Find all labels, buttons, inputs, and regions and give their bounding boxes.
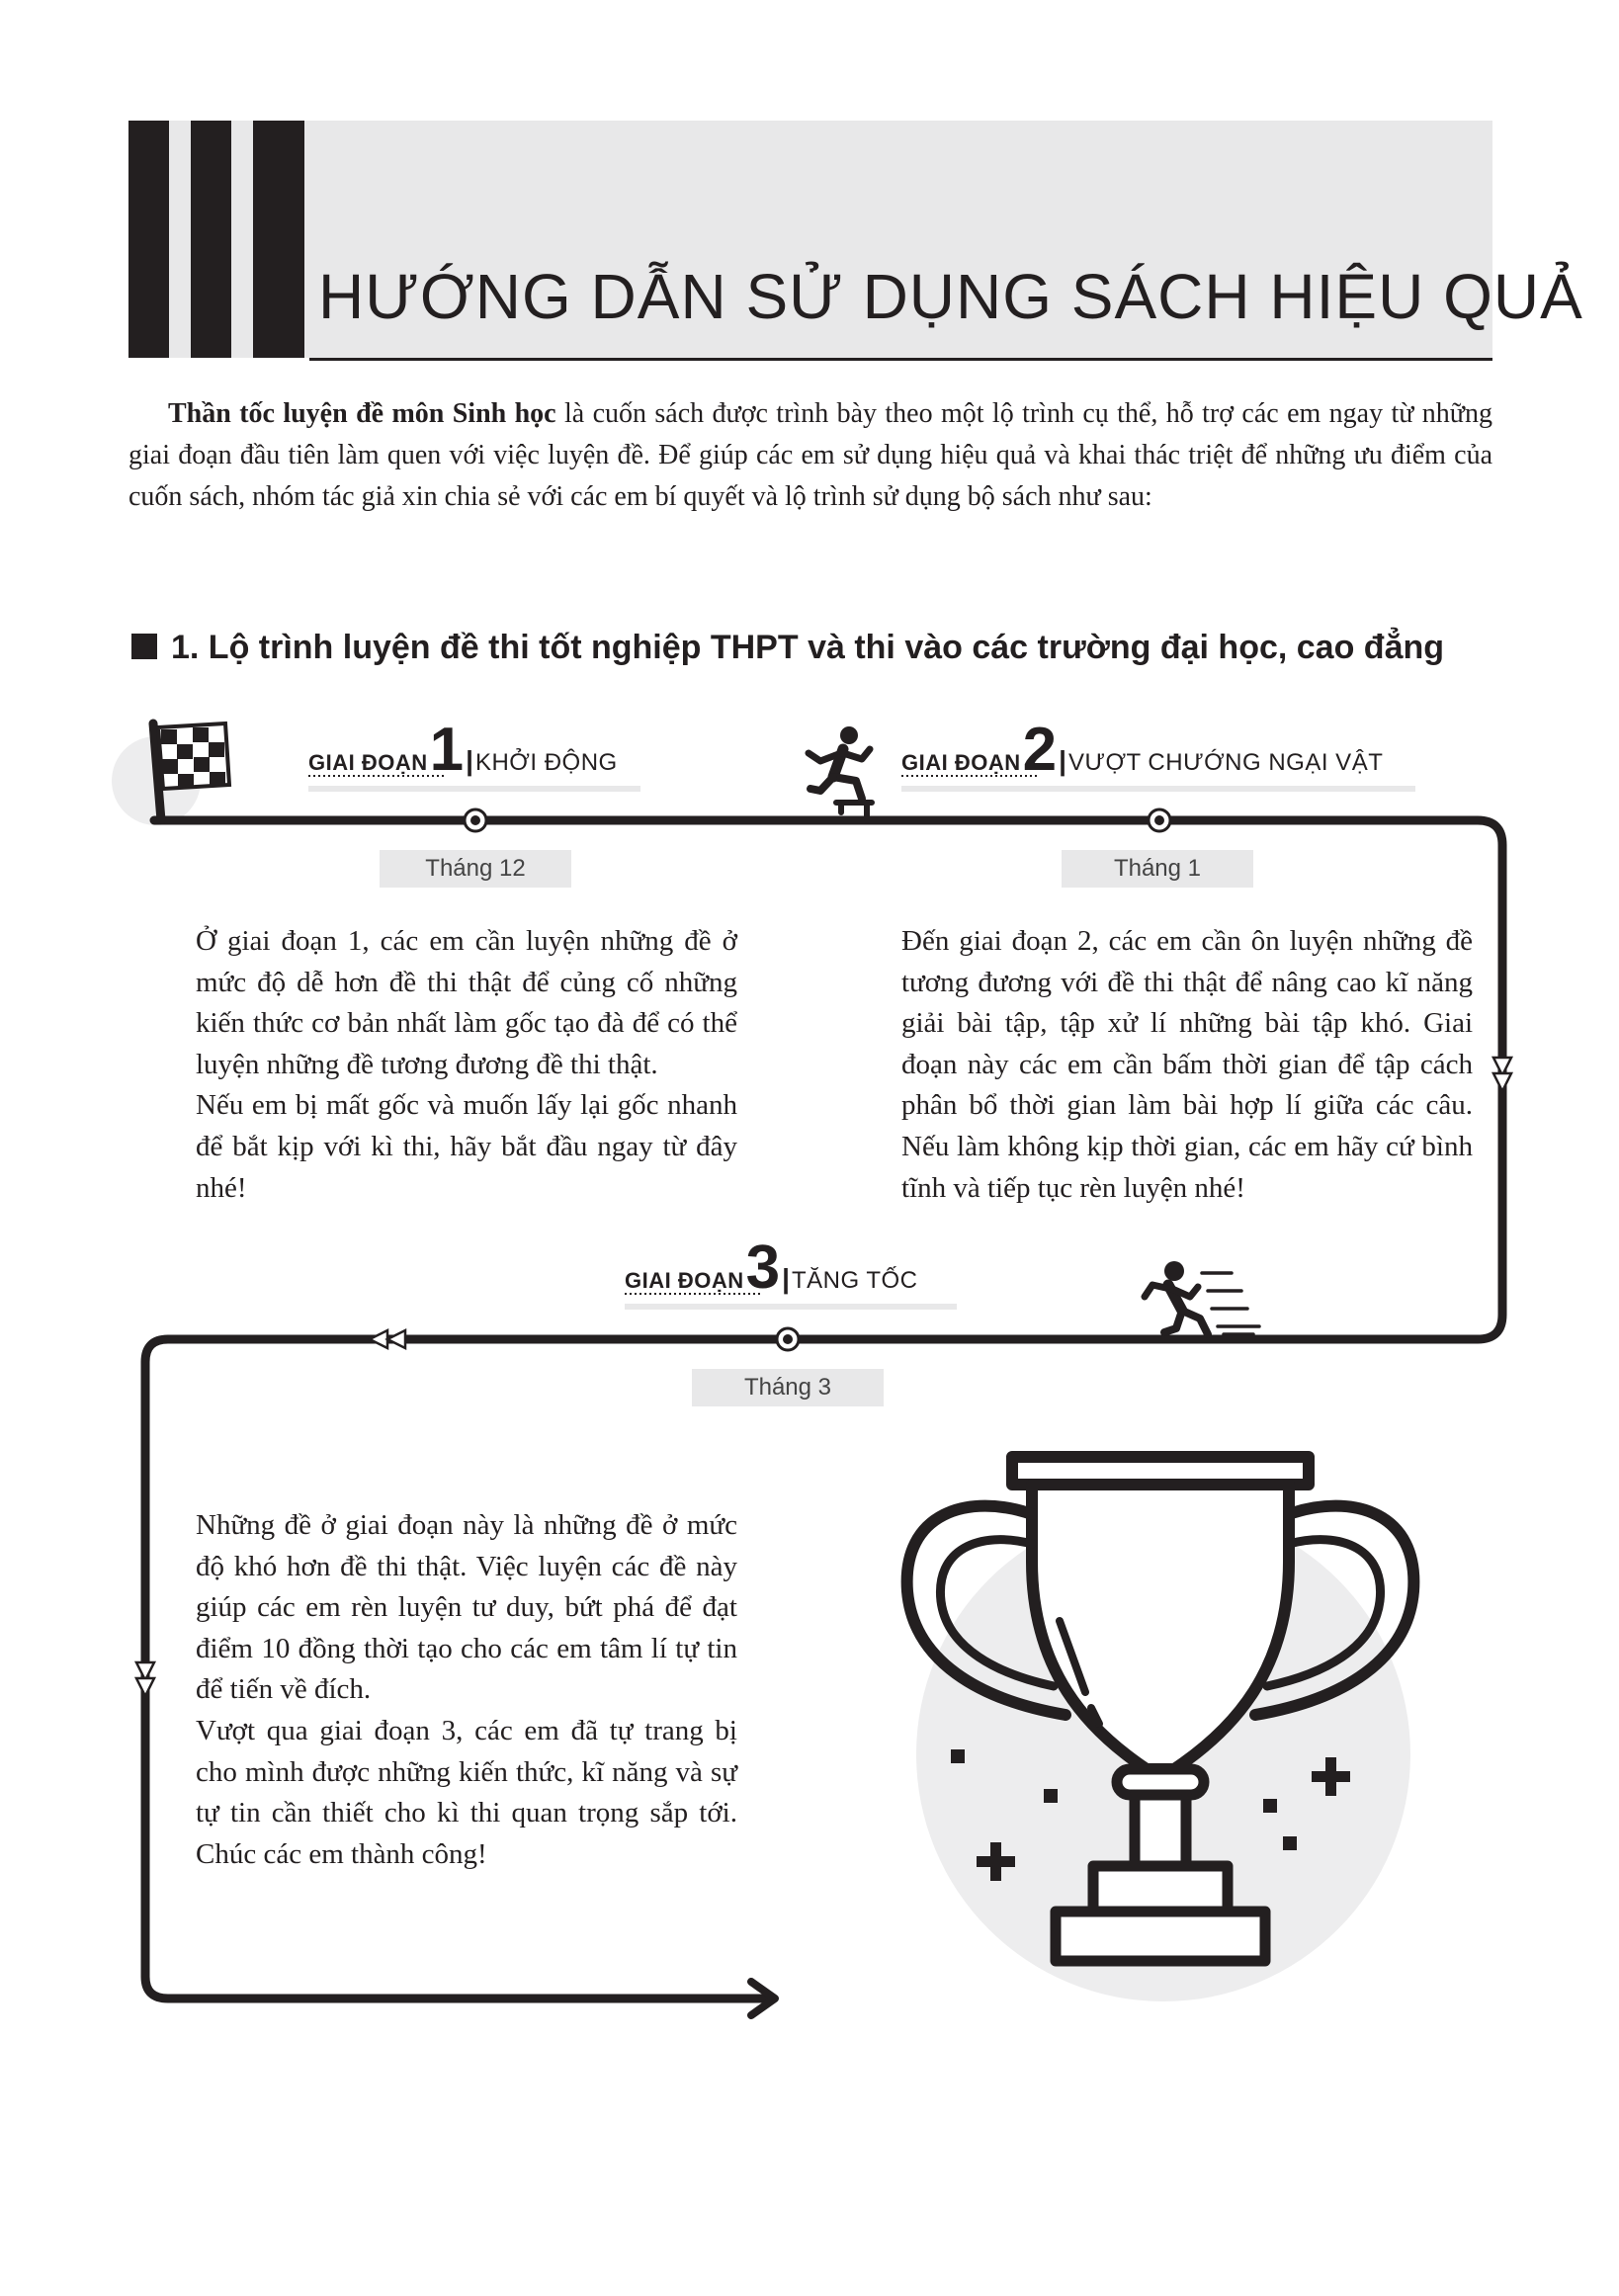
stage-2-name: VƯỢT CHƯỚNG NGẠI VẬT — [1067, 749, 1384, 776]
stage-2-number: 2 — [1022, 716, 1058, 784]
hurdle-jumper-icon — [809, 726, 872, 820]
stage-3-month: Tháng 3 — [692, 1369, 884, 1406]
page-title: HƯỚNG DẪN SỬ DỤNG SÁCH HIỆU QUẢ — [318, 261, 1583, 332]
stage-2-heading — [901, 716, 1384, 784]
stage-2-text: Đến giai đoạn 2, các em cần ôn luyện những đề tương đương với đề thi thật để nâng cao kĩ năng giải bài tập, tập xử lí những bài tập khó. Giai đoạn này các em cần bấm thời gian để tập cách phân bổ thời gian làm bài hợp lí giữa các câu. Nếu làm không kịp thời gian, các em hãy cứ bình tĩnh và tiếp tục rèn luyện nhé! — [901, 925, 1473, 1204]
milestone-node-1 — [465, 809, 486, 831]
stage-3-number: 3 — [745, 1233, 781, 1302]
direction-arrow-down-icon — [1493, 1058, 1511, 1091]
stage-3-description — [196, 1505, 737, 1875]
stage-1-name: KHỞI ĐỘNG — [474, 749, 618, 776]
direction-arrow-down-left-icon — [136, 1662, 154, 1696]
stage-1-description — [196, 921, 737, 1209]
milestone-node-3 — [777, 1328, 799, 1350]
stage-2-label: GIAI ĐOẠN — [901, 750, 1021, 775]
stage-1-label: GIAI ĐOẠN — [308, 750, 428, 775]
stage-3-name: TĂNG TỐC — [791, 1267, 918, 1294]
stage-2-separator: | — [1059, 745, 1066, 776]
stage-2-month: Tháng 1 — [1062, 850, 1253, 888]
stage-3-text-2: Vượt qua giai đoạn 3, các em đã tự trang bị cho mình được những kiến thức, kĩ năng và sự tự tin cần thiết cho kì thi quan trọng sắp tới. Chúc các em thành công! — [196, 1714, 737, 1870]
book-title: Thần tốc luyện đề môn Sinh học — [168, 398, 556, 429]
section-title: 1. Lộ trình luyện đề thi tốt nghiệp THPT và thi vào các trường đại học, cao đẳng — [171, 629, 1445, 666]
stage-1-heading — [308, 716, 618, 784]
direction-arrow-left-icon — [370, 1330, 405, 1348]
stage-1-text-2: Nếu em bị mất gốc và muốn lấy lại gốc nhanh để bắt kịp với kì thi, hãy bắt đầu ngay từ đây nhé! — [196, 1089, 737, 1204]
stage-1-number: 1 — [429, 716, 465, 784]
stage-3-text: Những đề ở giai đoạn này là những đề ở mức độ khó hơn đề thi thật. Việc luyện các đề này giúp các em rèn luyện tư duy, bứt phá để đạt điểm 10 đồng thời tạo cho các em tâm lí tự tin để tiến về đích. — [196, 1509, 737, 1706]
stage-1-text: Ở giai đoạn 1, các em cần luyện những đề ở mức độ dễ hơn đề thi thật để củng cố những kiến thức cơ bản nhất làm gốc tạo đà để có thể luyện những đề tương đương đề thi thật. — [196, 925, 737, 1080]
intro-text: là cuốn sách được trình bày theo một lộ trình cụ thể, hỗ trợ các em ngay từ những giai đoạn đầu tiên làm quen với việc luyện đề. Để giúp các em sử dụng hiệu quả và khai thác triệt để những ưu điểm của cuốn sách, nhóm tác giả xin chia sẻ với các em bí quyết và lộ trình sử dụng bộ sách như sau: — [128, 398, 1492, 512]
stage-3-separator: | — [782, 1263, 790, 1294]
stage-1-month: Tháng 12 — [380, 850, 571, 888]
milestone-node-2 — [1149, 809, 1170, 831]
stage-3-heading — [625, 1233, 918, 1302]
running-man-icon — [1145, 1261, 1259, 1334]
stage-2-description — [901, 921, 1473, 1209]
stage-1-separator: | — [466, 745, 473, 776]
stage-3-label: GIAI ĐOẠN — [625, 1268, 744, 1293]
